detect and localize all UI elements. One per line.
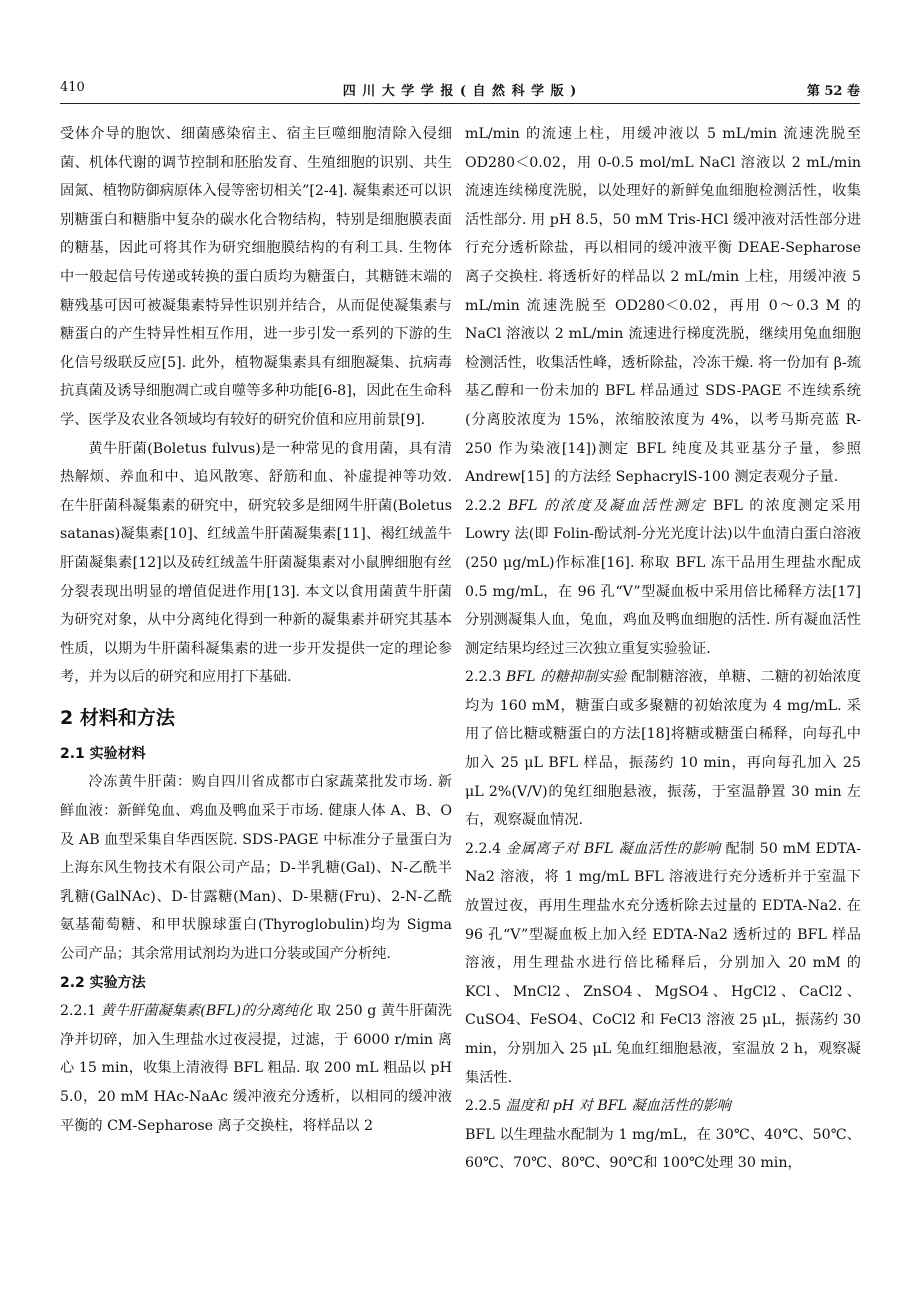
subsubsection [465,1092,861,1121]
subsubsection-title: 温度和 pH 对 BFL 凝血活性的影响 [505,1098,731,1115]
subsubsection [465,492,861,664]
subsubsection-number: 2.2.5 [465,1098,502,1115]
paragraph: BFL 的浓度测定采用 Lowry 法(即 Folin-酚试剂-分光光度计法)以牛血清白蛋白溶液(250 μg/mL)作标准[16]. 称取 BFL 冻干品用生理盐水配成 0.5 mg/mL，在 96 孔“V”型凝血板中采用倍比稀释方法[17]分别测凝集人血，兔血，鸡血及鸭血细胞的活性. 所有凝血活性测定结果均经过三次独立重复实验验证. [465,497,862,657]
subsubsection-title: BFL 的浓度及凝血活性测定 [507,497,707,514]
volume-label: 第 52 卷 [806,84,860,99]
page-header [60,76,860,100]
subsubsection [60,997,452,1140]
paragraph: BFL 以生理盐水配制为 1 mg/mL，在 30℃、40℃、50℃、60℃、70℃、80℃、90℃和 100℃处理 30 min， [465,1126,861,1172]
subsection-heading: 2.1 实验材料 [60,745,146,762]
subsubsection [465,663,861,835]
page-number: 410 [60,80,85,95]
header-rule [60,103,860,104]
subsubsection-title: BFL 的糖抑制实验 [505,669,627,686]
paragraph: mL/min 的流速上柱，用缓冲液以 5 mL/min 流速洗脱至 OD280＜0.02，用 0-0.5 mol/mL NaCl 溶液以 2 mL/min 流速连续梯度洗脱，以处理好的新鲜兔血细胞检测活性，收集活性部分. 用 pH 8.5，50 mM Tris-HCl 缓冲液对活性部分进行充分透析除盐，再以相同的缓冲液平衡 DEAE-Sepharose 离子交换柱. 将透析好的样品以 2 mL/min 上柱，用缓冲液 5 mL/min 流速洗脱至 OD280＜0.02，再用 0～0.3 M 的 NaCl 溶液以 2 mL/min 流速进行梯度洗脱，继续用兔血细胞检测活性，收集活性峰，透析除盐，冷冻干燥. 将一份加有 β-巯基乙醇和一份未加的 BFL 样品通过 SDS-PAGE 不连续系统(分离胶浓度为 15%，浓缩胶浓度为 4%，以考马斯亮蓝 R-250 作为染液[14])测定 BFL 纯度及其亚基分子量，参照 Andrew[15] 的方法经 SephacrylS-100 测定表观分子量. [465,126,861,486]
subsubsection-number: 2.2.4 [465,840,502,857]
journal-title: 四 川 大 学 学 报 ( 自 然 科 学 版 ) [342,84,578,99]
subsubsection-title: 金属离子对 BFL 凝血活性的影响 [506,840,721,857]
subsubsection-number: 2.2.2 [465,497,502,514]
paragraph: 黄牛肝菌(Boletus fulvus)是一种常见的食用菌，具有清热解烦、养血和中、追风散寒、舒筋和血、补虚提神等功效. 在牛肝菌科凝集素的研究中，研究较多是细网牛肝菌(Boletus satanas)凝集素[10]、红绒盖牛肝菌凝集素[11]、褐红绒盖牛肝菌凝集素[12]以及砖红绒盖牛肝菌凝集素对小鼠脾细胞有丝分裂表现出明显的增值促进作用[13]. 本文以食用菌黄牛肝菌为研究对象，从中分离纯化得到一种新的凝集素并研究其基本性质，以期为牛肝菌科凝集素的进一步开发提供一定的理论参考，并为以后的研究和应用打下基础. [60,440,452,686]
paragraph: 配制 50 mM EDTA-Na2 溶液，将 1 mg/mL BFL 溶液进行充分透析并于室温下放置过夜，再用生理盐水充分透析除去过量的 EDTA-Na2. 在 96 孔“V”型凝血板上加入经 EDTA-Na2 透析过的 BFL 样品溶液，用生理盐水进行倍比稀释后，分别加入 20 mM 的 KCl、MnCl2、ZnSO4、MgSO4、HgCl2、CaCl2、CuSO4、FeSO4、CoCl2 和 FeCl3 溶液 25 μL，振荡约 30 min，分别加入 25 μL 兔血红细胞悬液，室温放 2 h，观察凝集活性. [465,840,861,1086]
subsubsection-number: 2.2.3 [465,669,502,686]
subsubsection-title: 黄牛肝菌凝集素(BFL)的分离纯化 [100,1003,313,1020]
right-column [465,120,861,1178]
subsection-heading: 2.2 实验方法 [60,974,146,991]
paragraph: 配制糖溶液，单糖、二糖的初始浓度均为 160 mM，糖蛋白或多聚糖的初始浓度为 4 mg/mL. 采用了倍比糖或糖蛋白的方法[18]将糖或糖蛋白稀释，向每孔中加入 25 μL BFL 样品，振荡约 10 min，再向每孔加入 25 μL 2%(V/V)的兔红细胞悬液，振荡，于室温静置 30 min 左右，观察凝血情况. [465,669,861,829]
subsubsection [465,835,861,1092]
subsubsection-number: 2.2.1 [60,1003,97,1020]
paragraph: 冷冻黄牛肝菌：购自四川省成都市白家蔬菜批发市场. 新鲜血液：新鲜兔血、鸡血及鸭血采于市场. 健康人体 A、B、O 及 AB 血型采集自华西医院. SDS-PAGE 中标准分子量蛋白为上海东风生物技术有限公司产品；D-半乳糖(Gal)、N-乙酰半乳糖(GalNAc)、D-甘露糖(Man)、D-果糖(Fru)、2-N-乙酰氨基葡萄糖、和甲状腺球蛋白(Thyroglobulin)均为 Sigma 公司产品；其余常用试剂均为进口分装或国产分析纯. [60,774,452,963]
left-column [60,120,452,1140]
paragraph: 取 250 g 黄牛肝菌洗净并切碎，加入生理盐水过夜浸提，过滤，于 6000 r/min 离心 15 min，收集上清液得 BFL 粗品. 取 200 mL 粗品以 pH 5.0，20 mM HAc-NaAc 缓冲液充分透析，以相同的缓冲液平衡的 CM-Sepharose 离子交换柱，将样品以 2 [60,1003,452,1134]
section-heading: 2 材料和方法 [60,706,175,729]
paragraph: 受体介导的胞饮、细菌感染宿主、宿主巨噬细胞清除入侵细菌、机体代谢的调节控制和胚胎发育、生殖细胞的识别、共生固氮、植物防御病原体入侵等密切相关”[2-4]. 凝集素还可以识别糖蛋白和糖脂中复杂的碳水化合物结构，特别是细胞膜表面的糖基，因此可将其作为研究细胞膜结构的有利工具. 生物体中一般起信号传递或转换的蛋白质均为糖蛋白，其糖链末端的糖残基可因可被凝集素特异性识别并结合，从而促使凝集素与糖蛋白的产生特异性相互作用，进一步引发一系列的下游的生化信号级联反应[5]. 此外，植物凝集素具有细胞凝集、抗病毒抗真菌及诱导细胞凋亡或自噬等多种功能[6-8]，因此在生命科学、医学及农业各领域均有较好的研究价值和应用前景[9]. [60,126,452,428]
